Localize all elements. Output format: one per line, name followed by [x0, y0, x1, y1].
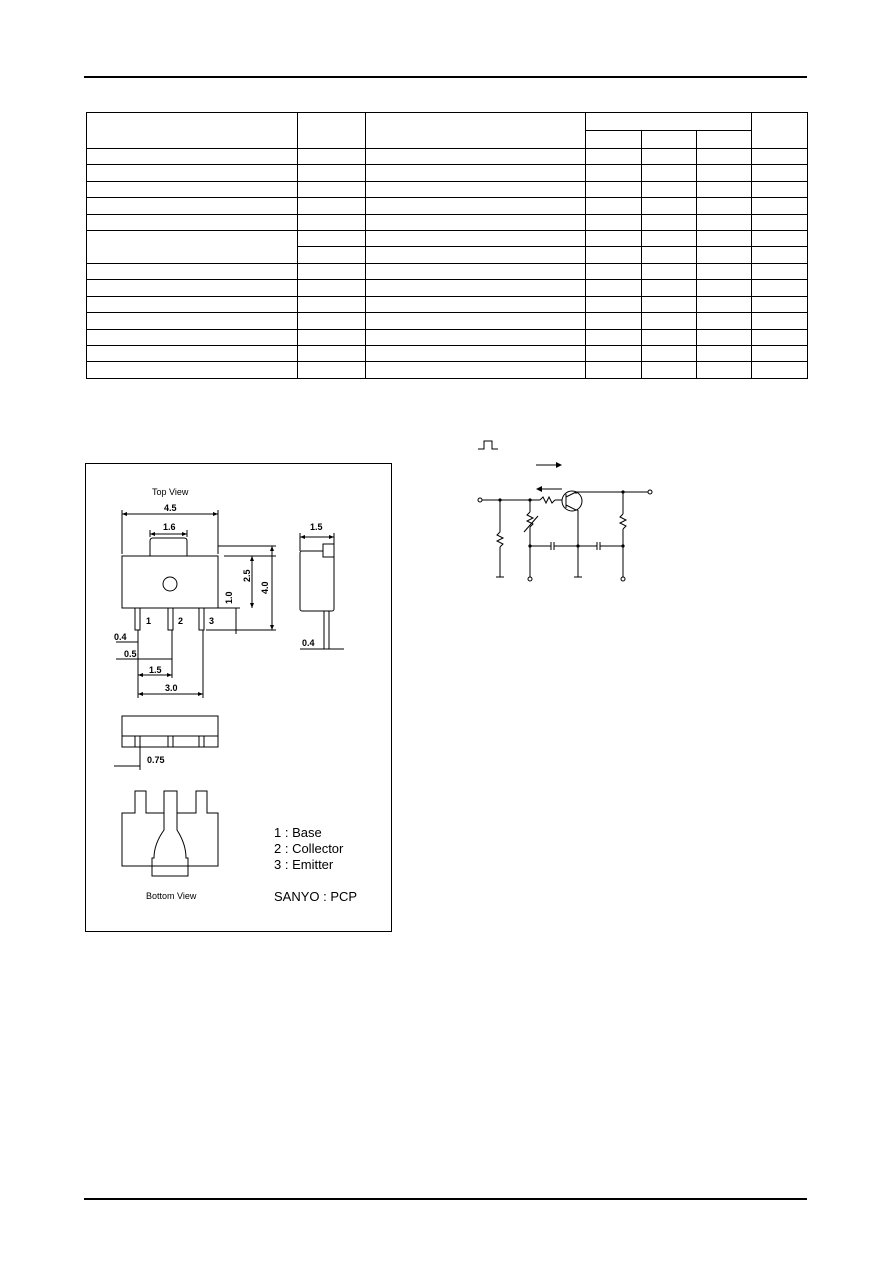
dim-side-width: 1.5 [310, 522, 323, 532]
top-rule [84, 76, 807, 78]
package-side-body [300, 551, 334, 611]
table-row [87, 165, 808, 181]
table-row [87, 346, 808, 362]
dim-end-offset: 0.75 [147, 755, 165, 765]
header-typ [642, 131, 697, 148]
header-parameter [87, 113, 298, 149]
pulse-symbol [478, 441, 498, 449]
lead-3 [199, 608, 204, 630]
dim-pitch: 1.5 [149, 665, 162, 675]
package-bottom-pad [152, 813, 188, 876]
spec-table [86, 112, 808, 379]
table-row [87, 148, 808, 164]
table-row [87, 181, 808, 197]
dim-lead-offset: 0.5 [124, 649, 137, 659]
lead-1 [135, 608, 140, 630]
table-row [87, 313, 808, 329]
dim-side-lead: 0.4 [302, 638, 315, 648]
dim-tab-width: 1.6 [163, 522, 176, 532]
package-bottom-body [122, 791, 218, 866]
package-side-lead [324, 611, 329, 649]
header-conditions [366, 113, 586, 149]
bottom-view-label: Bottom View [146, 891, 197, 901]
header-min [586, 131, 642, 148]
dim-span: 3.0 [165, 683, 178, 693]
test-circuit-diagram [470, 432, 670, 592]
pin-legend-base: 1 : Base [274, 825, 322, 840]
header-unit [752, 113, 808, 149]
resistor-base [497, 532, 503, 547]
dim-width-total: 4.5 [164, 503, 177, 513]
package-outline-figure [85, 463, 392, 932]
dim-lead-width: 0.4 [114, 632, 127, 642]
header-ratings [586, 113, 752, 131]
table-row [87, 280, 808, 296]
table-row [87, 198, 808, 214]
bottom-rule [84, 1198, 807, 1200]
pin-legend-emitter: 3 : Emitter [274, 857, 334, 872]
header-symbol [298, 113, 366, 149]
table-row [87, 263, 808, 279]
dim-lead-length: 1.0 [224, 591, 234, 604]
pin-number-2: 2 [178, 616, 184, 626]
table-header-row [87, 113, 808, 131]
package-code: SANYO : PCP [274, 889, 358, 904]
pin-legend-collector: 2 : Collector [274, 841, 344, 856]
table-row [87, 214, 808, 230]
resistor-series [540, 497, 555, 503]
table-row [87, 231, 808, 247]
header-max [697, 131, 752, 148]
pin-number-1: 1 [146, 616, 152, 626]
pin-number-3: 3 [209, 616, 215, 626]
package-drawing [86, 464, 391, 931]
package-body [122, 556, 218, 608]
dim-height-body: 2.5 [242, 569, 252, 582]
table-row [87, 362, 808, 379]
lead-2 [168, 608, 173, 630]
table-row [87, 329, 808, 345]
table-row [87, 296, 808, 312]
package-tab [150, 538, 187, 556]
dim-height-total: 4.0 [260, 581, 270, 594]
resistor-collector [620, 514, 626, 529]
top-view-label: Top View [152, 487, 189, 497]
